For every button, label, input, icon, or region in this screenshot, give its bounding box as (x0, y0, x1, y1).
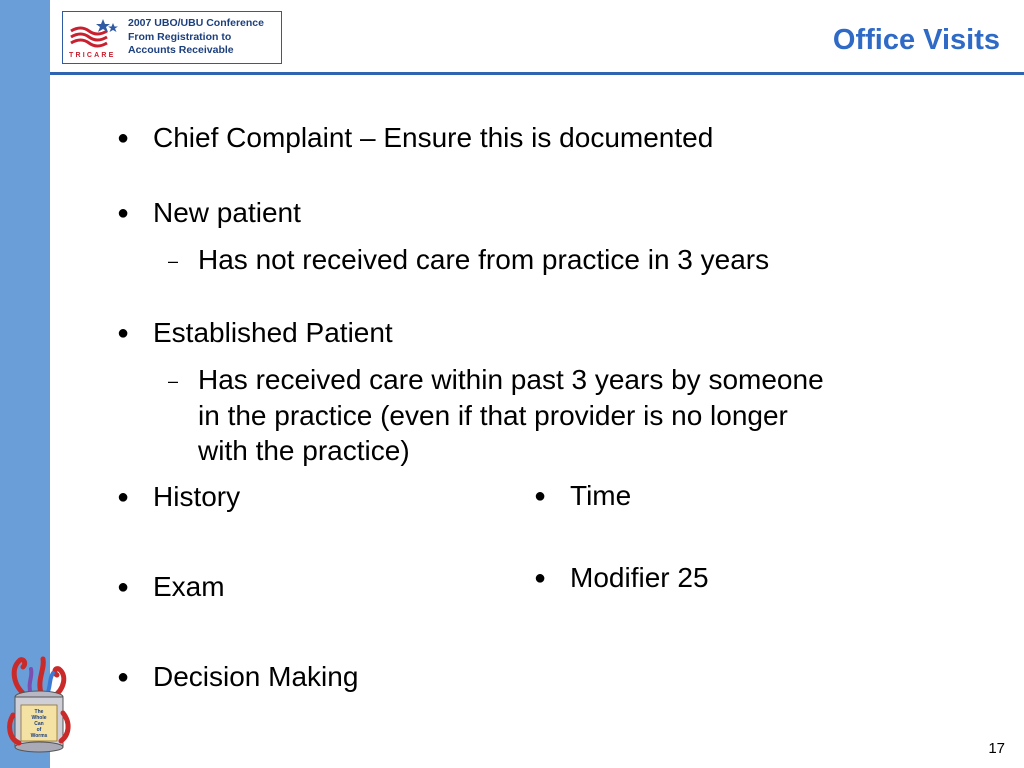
bullet-icon: ● (117, 666, 130, 688)
bullet-time (534, 479, 632, 513)
bullet-new-patient (117, 196, 301, 230)
sub-bullet-text: Has not received care from practice in 3 years (198, 244, 770, 275)
logo-line-2: From Registration to (128, 30, 232, 43)
sub-bullet-line-2: in the practice (even if that provider is no longer (198, 399, 788, 431)
bullet-text: New patient (153, 197, 301, 228)
logo-text (128, 17, 278, 58)
bullet-modifier-25 (534, 561, 709, 595)
mascot-text-5: Worms (30, 733, 48, 739)
slide-title: Office Visits (832, 24, 1000, 56)
left-sidebar-band (0, 0, 50, 768)
sub-bullet-line-3: with the practice) (198, 435, 410, 466)
bullet-history (117, 480, 241, 514)
bullet-icon: ● (117, 322, 130, 344)
bullet-text: Exam (153, 571, 225, 602)
bullet-text: Established Patient (153, 317, 393, 348)
sub-bullet-new-patient (168, 242, 770, 278)
bullet-text: Chief Complaint – Ensure this is documented (153, 122, 714, 153)
bullet-icon: ● (117, 127, 130, 149)
header-divider (50, 72, 1024, 75)
bullet-established-patient (117, 316, 393, 350)
mascot-text-3: Can (34, 721, 44, 727)
bullet-text: Time (570, 480, 632, 511)
page-number: 17 (988, 740, 1005, 757)
bullet-text: History (153, 481, 241, 512)
bullet-icon: ● (117, 202, 130, 224)
mascot-text-4: of (36, 727, 42, 733)
logo-line-3: Accounts Receivable (128, 44, 234, 56)
bullet-decision-making (117, 660, 359, 694)
dash-icon: – (168, 371, 179, 391)
bullet-icon: ● (117, 576, 130, 598)
can-of-worms-icon (5, 655, 73, 755)
sub-bullet-line-1: Has received care within past 3 years by someone (198, 364, 824, 395)
bullet-text: Decision Making (153, 661, 359, 692)
tricare-flag-icon (67, 17, 121, 59)
dash-icon: – (168, 251, 179, 271)
bullet-icon: ● (534, 567, 547, 589)
bullet-icon: ● (534, 485, 547, 507)
bullet-chief-complaint (117, 121, 714, 155)
sub-bullet-established (168, 362, 824, 469)
conference-logo (62, 11, 282, 64)
logo-line-1: 2007 UBO/UBU Conference (128, 17, 264, 29)
mascot-text-1: The (34, 709, 44, 715)
bullet-exam (117, 570, 225, 604)
mascot-text-2: Whole (31, 715, 47, 721)
bullet-text: Modifier 25 (570, 562, 709, 593)
bullet-icon: ● (117, 486, 130, 508)
logo-brand-text: TRICARE (69, 52, 116, 59)
